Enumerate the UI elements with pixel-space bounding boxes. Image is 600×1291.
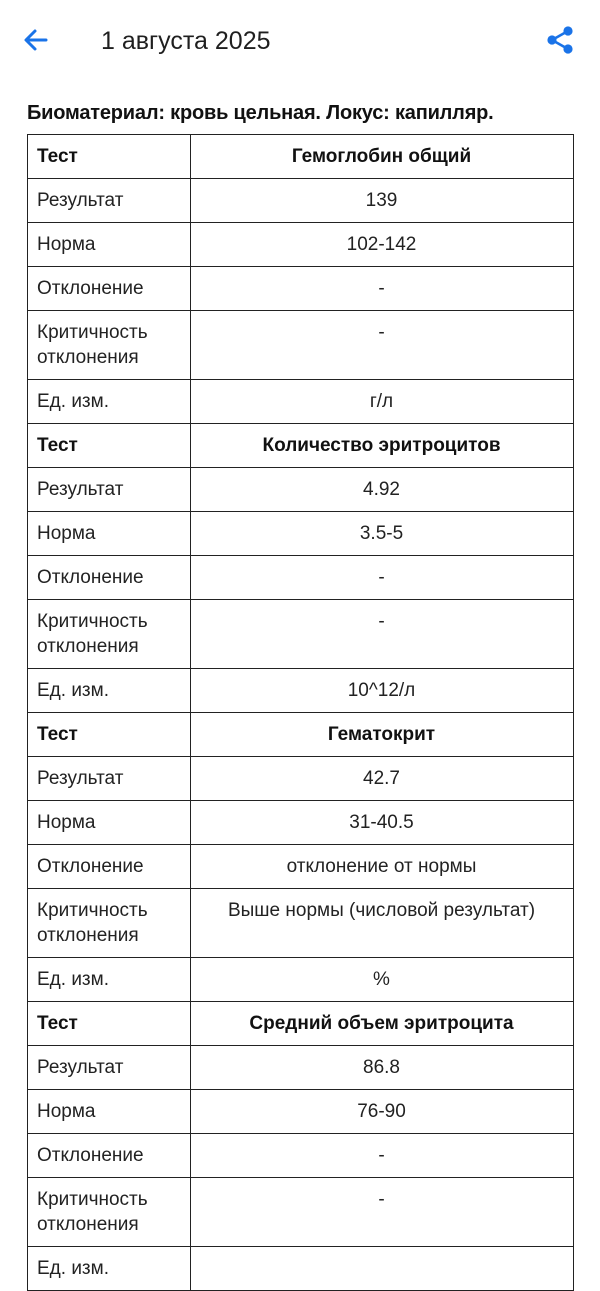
table-row xyxy=(28,179,574,223)
test-name: Средний объем эритроцита xyxy=(191,1002,574,1046)
table-row xyxy=(28,1134,574,1178)
test-header-row xyxy=(28,713,574,757)
test-header-row xyxy=(28,1002,574,1046)
row-value: - xyxy=(191,267,574,311)
table-row xyxy=(28,845,574,889)
test-header-label: Тест xyxy=(28,424,191,468)
row-value: - xyxy=(191,1134,574,1178)
row-label: Отклонение xyxy=(28,267,191,311)
test-header-row xyxy=(28,424,574,468)
row-value: - xyxy=(191,600,574,669)
table-row xyxy=(28,1247,574,1291)
row-label: Отклонение xyxy=(28,556,191,600)
biomaterial-info: Биоматериал: кровь цельная. Локус: капилляр. xyxy=(27,102,494,124)
row-value: 102-142 xyxy=(191,223,574,267)
row-value: 10^12/л xyxy=(191,669,574,713)
table-row xyxy=(28,600,574,669)
table-row xyxy=(28,669,574,713)
results-table xyxy=(27,134,574,1291)
row-label: Отклонение xyxy=(28,845,191,889)
row-value: - xyxy=(191,311,574,380)
row-value: 86.8 xyxy=(191,1046,574,1090)
share-icon xyxy=(544,24,576,56)
test-header-label: Тест xyxy=(28,713,191,757)
test-name: Гемоглобин общий xyxy=(191,135,574,179)
row-label: Отклонение xyxy=(28,1134,191,1178)
row-label: Результат xyxy=(28,179,191,223)
row-value: г/л xyxy=(191,380,574,424)
table-row xyxy=(28,380,574,424)
row-value: - xyxy=(191,556,574,600)
test-name: Количество эритроцитов xyxy=(191,424,574,468)
table-row xyxy=(28,1178,574,1247)
table-row xyxy=(28,1090,574,1134)
row-value: 76-90 xyxy=(191,1090,574,1134)
row-label: Результат xyxy=(28,757,191,801)
row-value: отклонение от нормы xyxy=(191,845,574,889)
row-label: Критичность отклонения xyxy=(28,600,191,669)
row-label: Ед. изм. xyxy=(28,669,191,713)
row-value: 3.5-5 xyxy=(191,512,574,556)
row-label: Критичность отклонения xyxy=(28,1178,191,1247)
row-value: 42.7 xyxy=(191,757,574,801)
test-header-row xyxy=(28,135,574,179)
row-value: 4.92 xyxy=(191,468,574,512)
test-name: Гематокрит xyxy=(191,713,574,757)
back-button[interactable] xyxy=(20,24,52,56)
table-row xyxy=(28,556,574,600)
row-label: Норма xyxy=(28,1090,191,1134)
row-label: Ед. изм. xyxy=(28,1247,191,1291)
test-header-label: Тест xyxy=(28,135,191,179)
test-header-label: Тест xyxy=(28,1002,191,1046)
row-label: Норма xyxy=(28,512,191,556)
arrow-left-icon xyxy=(20,24,52,56)
table-row xyxy=(28,958,574,1002)
table-row xyxy=(28,889,574,958)
table-row xyxy=(28,311,574,380)
row-label: Норма xyxy=(28,223,191,267)
row-value xyxy=(191,1247,574,1291)
row-value: % xyxy=(191,958,574,1002)
table-row xyxy=(28,223,574,267)
page-title: 1 августа 2025 xyxy=(101,27,271,55)
app-bar xyxy=(0,0,600,82)
row-label: Норма xyxy=(28,801,191,845)
row-label: Ед. изм. xyxy=(28,380,191,424)
row-label: Ед. изм. xyxy=(28,958,191,1002)
row-label: Критичность отклонения xyxy=(28,311,191,380)
row-value: 31-40.5 xyxy=(191,801,574,845)
row-value: - xyxy=(191,1178,574,1247)
row-value: 139 xyxy=(191,179,574,223)
table-row xyxy=(28,512,574,556)
table-row xyxy=(28,1046,574,1090)
row-label: Критичность отклонения xyxy=(28,889,191,958)
table-row xyxy=(28,468,574,512)
share-button[interactable] xyxy=(544,24,576,56)
row-label: Результат xyxy=(28,468,191,512)
table-row xyxy=(28,267,574,311)
row-value: Выше нормы (числовой результат) xyxy=(191,889,574,958)
table-row xyxy=(28,757,574,801)
row-label: Результат xyxy=(28,1046,191,1090)
table-row xyxy=(28,801,574,845)
